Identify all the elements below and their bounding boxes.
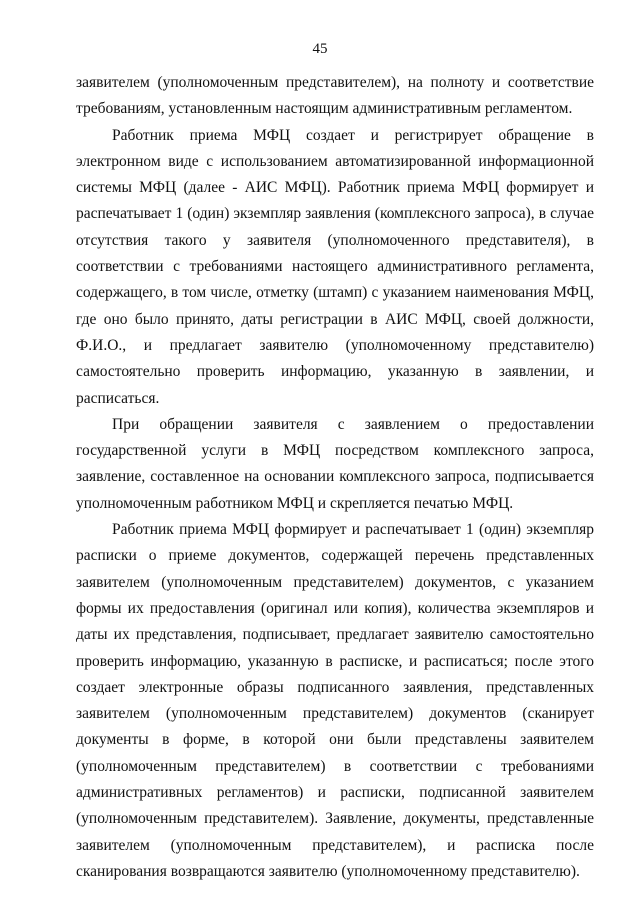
paragraph-continuation: заявителем (уполномоченным представителем), на полноту и соответствие требованиям, установленным настоящим административным регламентом. [76, 74, 594, 118]
paragraph-complex-request: При обращении заявителя с заявлением о предоставлении государственной услуги в МФЦ посредством комплексного запроса, заявление, составленное на основании комплексного запроса, подписывается уполномоченным работником МФЦ и скрепляется печатью МФЦ. [76, 415, 594, 512]
page-number: 45 [312, 41, 328, 57]
paragraph-registration: Работник приема МФЦ создает и регистрирует обращение в электронном виде с использованием автоматизированной информационной системы МФЦ (далее - АИС МФЦ). Работник приема МФЦ формирует и распечатывает 1 (один) экземпляр заявления (комплексного запроса), в случае отсутствия такого у заявителя (уполномоченного представителя), в соответствии с требованиями настоящего административного регламента, содержащего, в том числе, отметку (штамп) с указанием наименования МФЦ, где оно было принято, даты регистрации в АИС МФЦ, своей должности, Ф.И.О., и предлагает заявителю (уполномоченному представителю) самостоятельно проверить информацию, указанную в заявлении, и расписаться. [76, 126, 594, 407]
document-body [76, 70, 594, 885]
paragraph-receipt: Работник приема МФЦ формирует и распечатывает 1 (один) экземпляр расписки о приеме документов, содержащей перечень представленных заявителем (уполномоченным представителем) документов, с указанием формы их предоставления (оригинал или копия), количества экземпляров и даты их представления, подписывает, предлагает заявителю самостоятельно проверить информацию, указанную в расписке, и расписаться; после этого создает электронные образы подписанного заявления, представленных заявителем (уполномоченным представителем) документов (сканирует документы в форме, в которой они были представлены заявителем (уполномоченным представителем) в соответствии с требованиями административных регламентов) и расписки, подписанной заявителем (уполномоченным представителем). Заявление, документы, представленные заявителем (уполномоченным представителем), и расписка после сканирования возвращаются заявителю (уполномоченному представителю). [76, 521, 594, 880]
